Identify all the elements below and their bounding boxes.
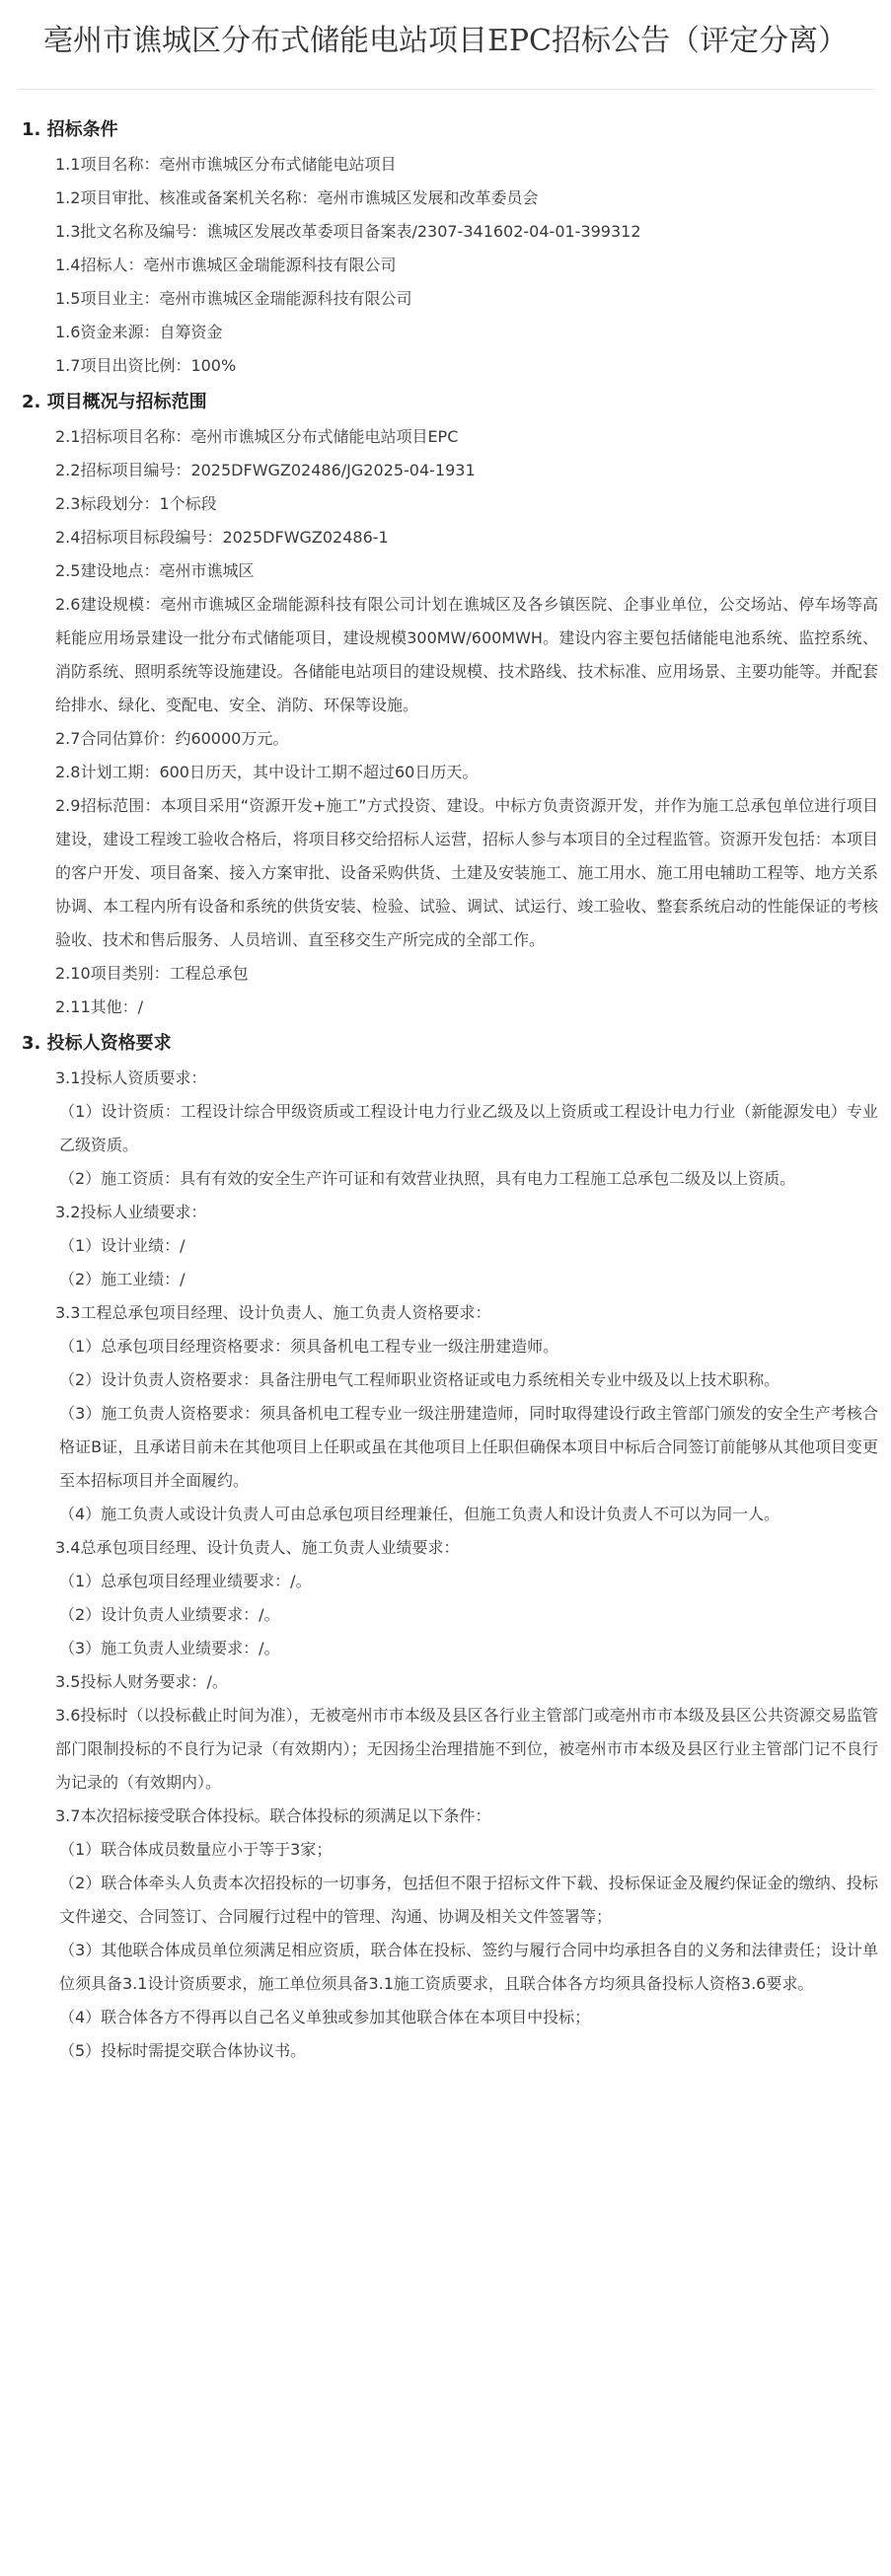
item-tenderer: 1.4招标人：亳州市谯城区金瑞能源科技有限公司 (55, 256, 397, 274)
subheading-personnel-qualification: 3.3工程总承包项目经理、设计负责人、施工负责人资格要求： (55, 1303, 491, 1322)
paragraph-construction-qualification: （2）施工资质：具有有效的安全生产许可证和有效营业执照，具有电力工程施工总承包二级及以上资质。 (59, 1169, 796, 1188)
paragraph-bad-record: 3.6投标时（以投标截止时间为准），无被亳州市市本级及县区各行业主管部门或亳州市市本级及县区公共资源交易监管部门限制投标的不良行为记录（有效期内）；无因扬尘治理措施不到位，被亳州市市本级及县区行业主管部门记不良行为记录的（有效期内）。 (55, 1706, 878, 1792)
subheading-qualification: 3.1投标人资质要求： (55, 1068, 207, 1087)
item-pm-performance: （1）总承包项目经理业绩要求：/。 (59, 1572, 312, 1590)
paragraph-design-lead-qualification: （2）设计负责人资格要求：具备注册电气工程师职业资格证或电力系统相关专业中级及以上技术职称。 (59, 1370, 780, 1389)
section-heading-conditions: 1. 招标条件 (22, 119, 118, 140)
subheading-performance: 3.2投标人业绩要求： (55, 1203, 207, 1221)
announcement-body (22, 110, 878, 2068)
title-divider (18, 89, 873, 90)
paragraph-concurrent-roles: （4）施工负责人或设计负责人可由总承包项目经理兼任，但施工负责人和设计负责人不可以为同一人。 (59, 1505, 780, 1523)
section-heading-qualifications: 3. 投标人资格要求 (22, 1033, 172, 1054)
subheading-consortium: 3.7本次招标接受联合体投标。联合体投标的须满足以下条件： (55, 1806, 491, 1825)
item-construction-lead-performance: （3）施工负责人业绩要求：/。 (59, 1639, 280, 1657)
paragraph-design-qualification: （1）设计资质：工程设计综合甲级资质或工程设计电力行业乙级及以上资质或工程设计电力行业（新能源发电）专业乙级资质。 (59, 1102, 878, 1154)
paragraph-consortium-lead: （2）联合体牵头人负责本次招投标的一切事务，包括但不限于招标文件下载、投标保证金及履约保证金的缴纳、投标文件递交、合同签订、合同履行过程中的管理、沟通、协调及相关文件签署等； (59, 1874, 878, 1926)
item-project-owner: 1.5项目业主：亳州市谯城区金瑞能源科技有限公司 (55, 289, 412, 308)
item-fund-source: 1.6资金来源：自筹资金 (55, 323, 223, 341)
item-lot-division: 2.3标段划分：1个标段 (55, 494, 217, 513)
item-tender-project-number: 2.2招标项目编号：2025DFWGZ02486/JG2025-04-1931 (55, 461, 476, 479)
item-construction-performance: （2）施工业绩：/ (59, 1270, 186, 1288)
paragraph-tender-scope: 2.9招标范围：本项目采用“资源开发+施工”方式投资、建设。中标方负责资源开发，并作为施工总承包单位进行项目建设，建设工程竣工验收合格后，将项目移交给招标人运营，招标人参与本项目的全过程监管。资源开发包括：本项目的客户开发、项目备案、接入方案审批、设备采购供货、土建及安装施工、施工用水、施工用电辅助工程等、地方关系协调、本工程内所有设备和系统的供货安装、检验、试验、调试、试运行、竣工验收、整套系统启动的性能保证的考核验收、技术和售后服务、人员培训、直至移交生产所完成的全部工作。 (55, 796, 878, 949)
item-tender-project-name: 2.1招标项目名称：亳州市谯城区分布式储能电站项目EPC (55, 427, 459, 446)
item-consortium-exclusivity: （4）联合体各方不得再以自己名义单独或参加其他联合体在本项目中投标； (59, 2008, 591, 2026)
item-construction-period: 2.8计划工期：600日历天，其中设计工期不超过60日历天。 (55, 763, 479, 781)
item-other: 2.11其他：/ (55, 997, 144, 1016)
item-financial-requirement: 3.5投标人财务要求：/。 (55, 1672, 228, 1691)
item-contract-estimate: 2.7合同估算价：约60000万元。 (55, 729, 289, 748)
item-project-category: 2.10项目类别：工程总承包 (55, 964, 249, 983)
item-lot-number: 2.4招标项目标段编号：2025DFWGZ02486-1 (55, 528, 389, 547)
item-pm-qualification: （1）总承包项目经理资格要求：须具备机电工程专业一级注册建造师。 (59, 1337, 559, 1356)
item-consortium-size: （1）联合体成员数量应小于等于3家； (59, 1840, 333, 1859)
item-construction-site: 2.5建设地点：亳州市谯城区 (55, 561, 255, 580)
section-heading-overview: 2. 项目概况与招标范围 (22, 392, 207, 412)
item-consortium-agreement: （5）投标时需提交联合体协议书。 (59, 2041, 307, 2060)
subheading-personnel-performance: 3.4总承包项目经理、设计负责人、施工负责人业绩要求： (55, 1538, 460, 1557)
item-approval-document: 1.3批文名称及编号：谯城区发展改革委项目备案表/2307-341602-04-01-399312 (55, 222, 641, 241)
paragraph-construction-lead-qualification: （3）施工负责人资格要求：须具备机电工程专业一级注册建造师，同时取得建设行政主管部门颁发的安全生产考核合格证B证，且承诺目前未在其他项目上任职或虽在其他项目上任职但确保本项目中标后合同签订前能够从其他项目变更至本招标项目并全面履约。 (59, 1404, 878, 1490)
item-approval-authority: 1.2项目审批、核准或备案机关名称：亳州市谯城区发展和改革委员会 (55, 188, 539, 207)
page-title: 亳州市谯城区分布式储能电站项目EPC招标公告（评定分离） (42, 24, 849, 58)
paragraph-consortium-members: （3）其他联合体成员单位须满足相应资质，联合体在投标、签约与履行合同中均承担各自的义务和法律责任；设计单位须具备3.1设计资质要求，施工单位须具备3.1施工资质要求，且联合体各方均须具备投标人资格3.6要求。 (59, 1941, 878, 1993)
paragraph-construction-scale: 2.6建设规模：亳州市谯城区金瑞能源科技有限公司计划在谯城区及各乡镇医院、企事业单位，公交场站、停车场等高耗能应用场景建设一批分布式储能项目，建设规模300MW/600MWH。建设内容主要包括储能电池系统、监控系统、消防系统、照明系统等设施建设。各储能电站项目的建设规模、技术路线、技术标准、应用场景、主要功能等。并配套给排水、绿化、变配电、安全、消防、环保等设施。 (55, 595, 878, 714)
item-design-lead-performance: （2）设计负责人业绩要求：/。 (59, 1605, 280, 1624)
item-project-name: 1.1项目名称：亳州市谯城区分布式储能电站项目 (55, 155, 397, 174)
item-fund-ratio: 1.7项目出资比例：100% (55, 356, 237, 375)
item-design-performance: （1）设计业绩：/ (59, 1236, 186, 1255)
